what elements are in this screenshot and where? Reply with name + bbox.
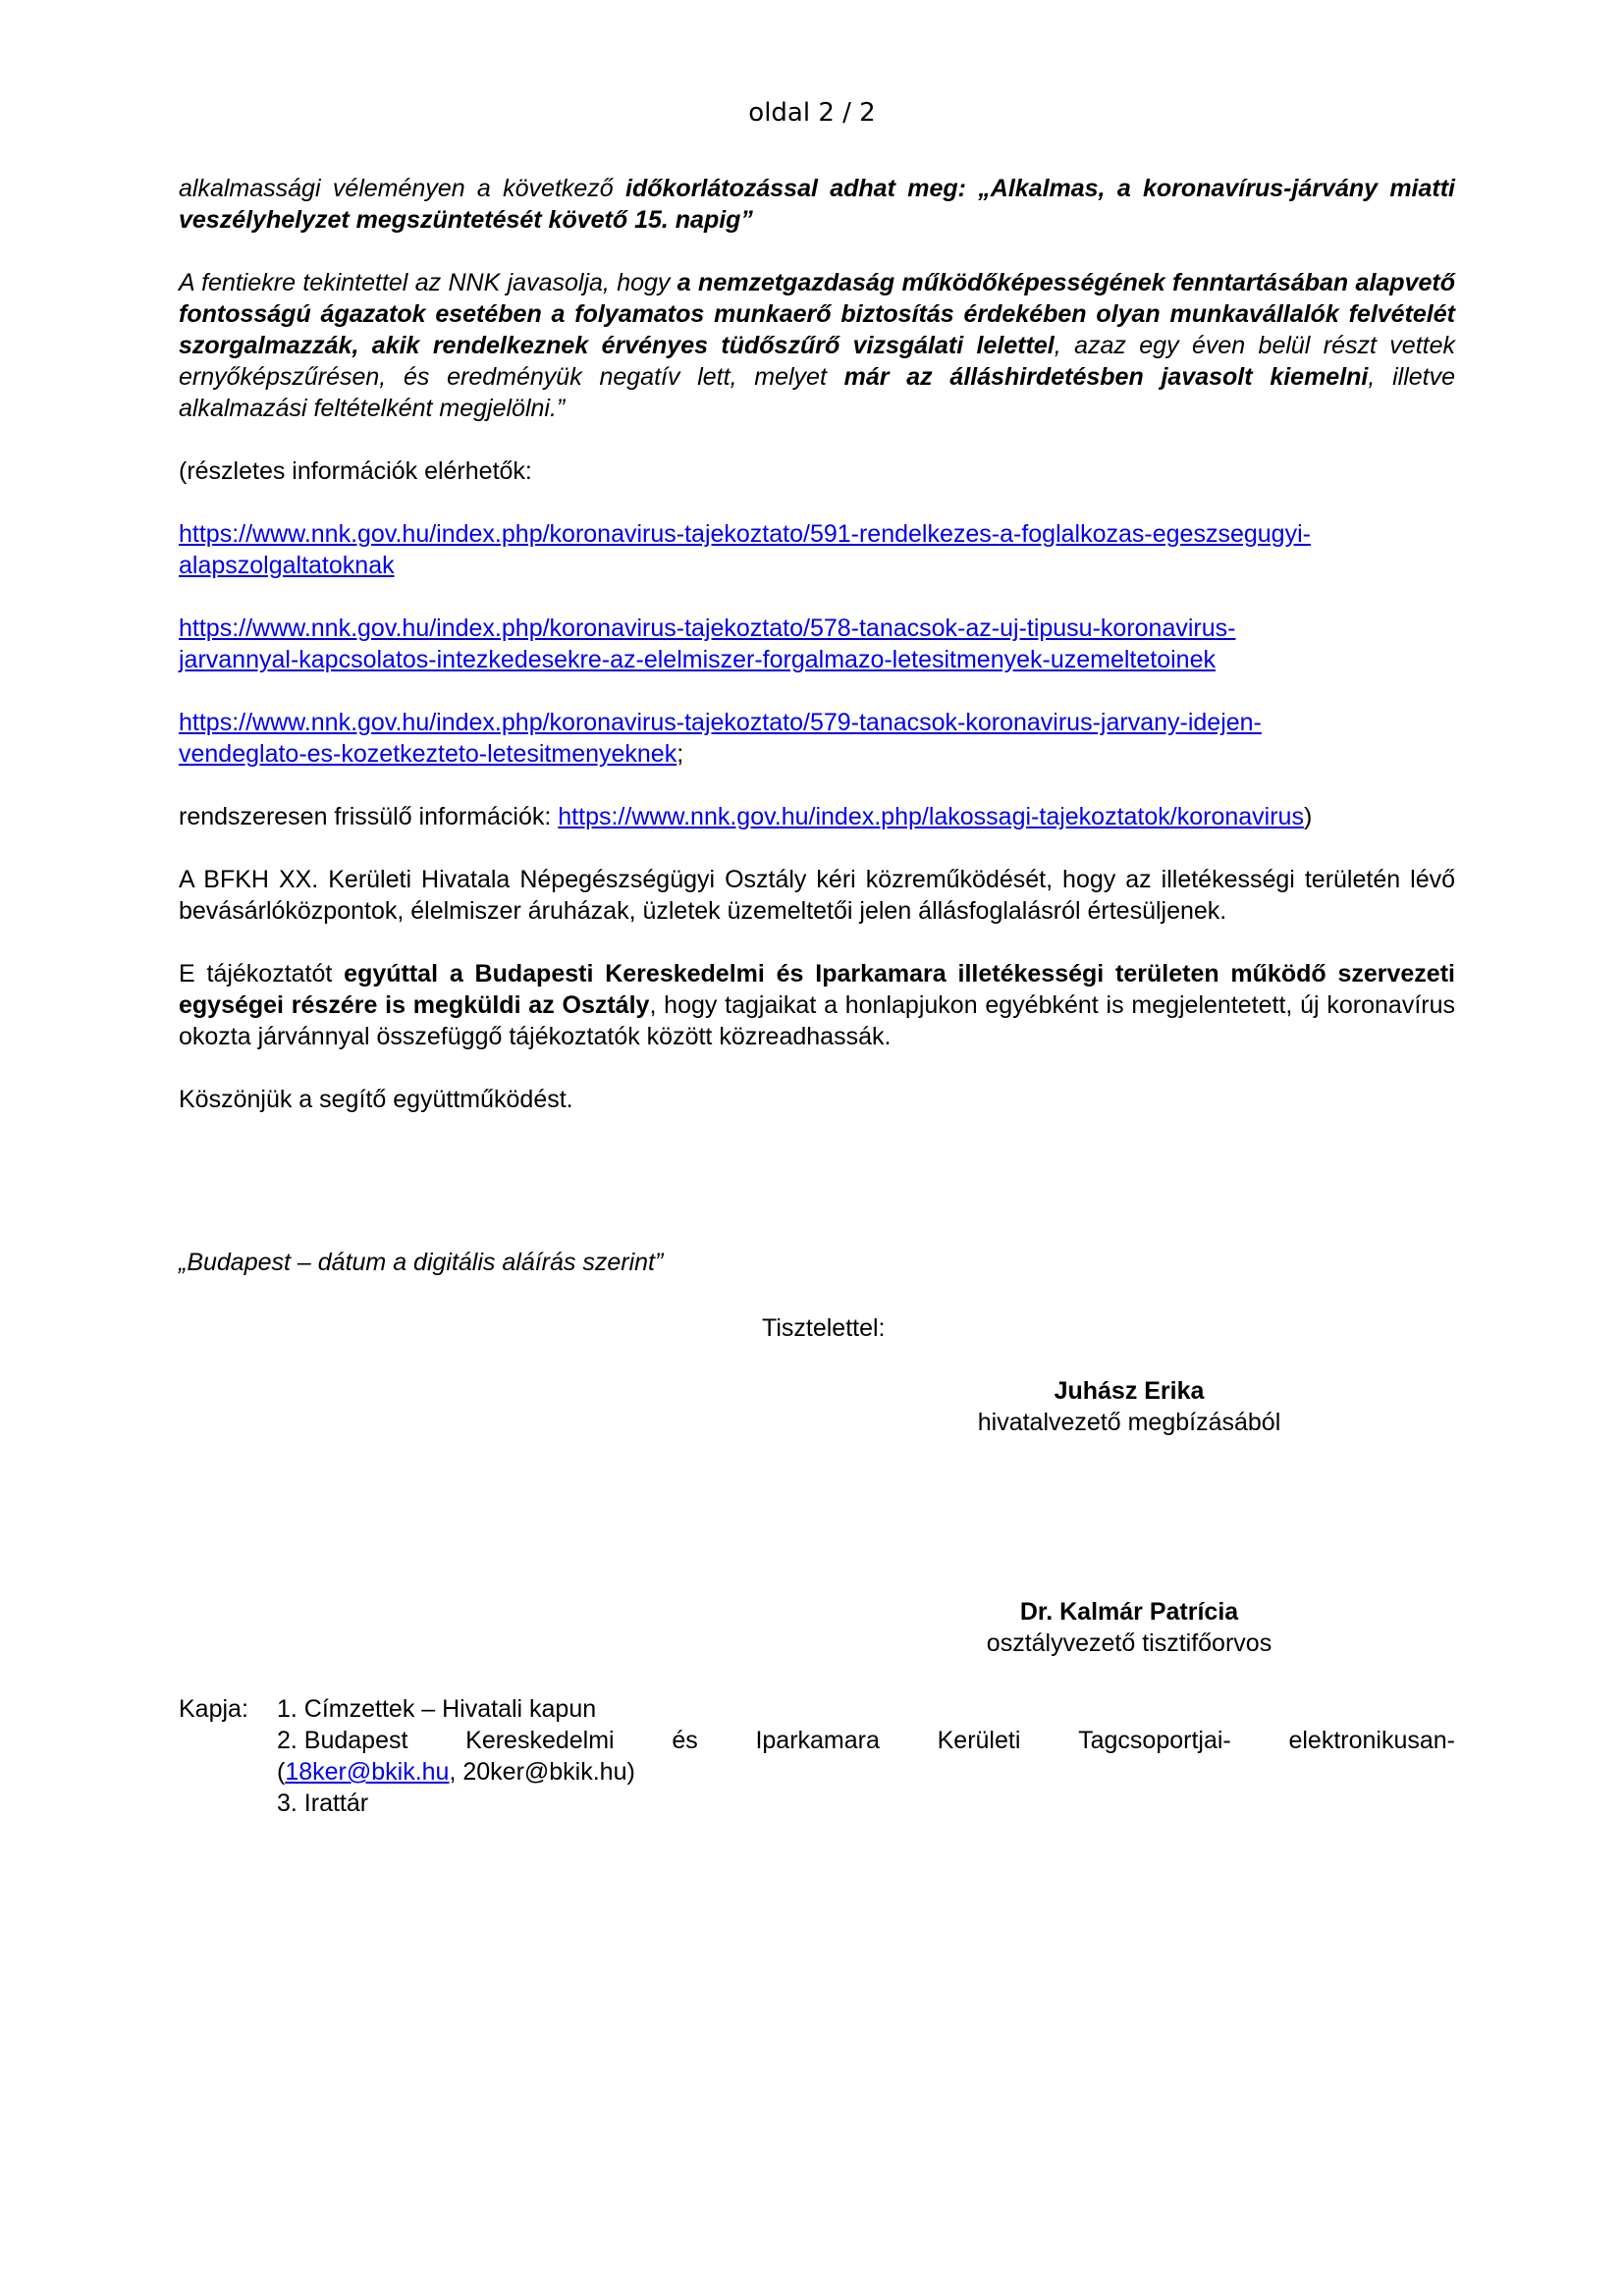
updates-link[interactable]: https://www.nnk.gov.hu/index.php/lakossagi-tajekoztatok/koronavirus bbox=[558, 803, 1304, 830]
info-intro: (részletes információk elérhetők: bbox=[179, 457, 532, 485]
p1-text: alkalmassági véleményen a következő bbox=[179, 175, 626, 202]
p2-bold-b: a nemzetgazdaság működőképességének fenntartásában alapvető fontosságú ágazatok esetében a folyamatos munkaerő biztosítás érdekében olyan munkavállalók felvételét szorgalmazzák, akik rendelkeznek érvényes tüdőszűrő vizsgálati lelettel bbox=[179, 269, 1455, 359]
recipient-item-2-word: Tagcsoportjai- bbox=[1078, 1727, 1231, 1754]
email-link-18ker[interactable]: 18ker@bkik.hu bbox=[285, 1758, 450, 1786]
signature-block-2 bbox=[884, 1596, 1375, 1659]
recipient-item-3: 3. Irattár bbox=[277, 1789, 369, 1817]
p4-text-a: E tájékoztatót bbox=[179, 960, 345, 988]
paragraph-chamber-notice bbox=[179, 958, 1455, 1052]
recipient-item-2-word: Kereskedelmi bbox=[465, 1727, 615, 1754]
p4-bold-b: egyúttal a Budapesti Kereskedelmi és Iparkamara illetékességi területen működő szervezeti egységei részére is megküldi az Osztály bbox=[179, 960, 1455, 1019]
thanks-line: Köszönjük a segítő együttműködést. bbox=[179, 1086, 573, 1113]
paragraph-nnk-recommendation bbox=[179, 267, 1455, 424]
link-578-line1[interactable]: https://www.nnk.gov.hu/index.php/koronavirus-tajekoztato/578-tanacsok-az-uj-tipusu-koronavirus- bbox=[179, 614, 1236, 642]
recipients-block bbox=[179, 1693, 1455, 1819]
link-579-line2[interactable]: vendeglato-es-kozetkezteto-letesitmenyeknek bbox=[179, 740, 677, 768]
p1-bold: időkorlátozással adhat meg: „Alkalmas, a koronavírus-járvány miatti veszélyhelyzet megszüntetését követő 15. napig” bbox=[179, 175, 1456, 234]
recipient-item-2-rest: , 20ker@bkik.hu) bbox=[449, 1758, 635, 1786]
signer1-title: hivatalvezető megbízásából bbox=[977, 1409, 1281, 1436]
p2-bold-d: már az álláshirdetésben javasolt kiemelni bbox=[843, 363, 1369, 391]
signer2-name: Dr. Kalmár Patrícia bbox=[1019, 1598, 1239, 1626]
p4-text-c: , hogy tagjaikat a honlapjukon egyébként is megjelentetett, új koronavírus okozta járvánnyal összefüggő tájékoztatók között közreadhassák. bbox=[179, 991, 1456, 1050]
signer1-name: Juhász Erika bbox=[1054, 1377, 1205, 1405]
link-591-line2[interactable]: alapszolgaltatoknak bbox=[179, 552, 395, 579]
p2-text-e: , illetve alkalmazási feltételként megjelölni.” bbox=[179, 363, 1456, 422]
link-block-2 bbox=[179, 613, 1455, 675]
updates-label: rendszeresen frissülő információk: bbox=[179, 803, 559, 830]
closing-salutation: Tisztelettel: bbox=[762, 1314, 886, 1342]
link-579-suffix: ; bbox=[677, 740, 684, 768]
recipient-item-2-word: és bbox=[672, 1727, 698, 1754]
recipients-label: Kapja: bbox=[179, 1695, 248, 1723]
recipient-item-2-word: 2. Budapest bbox=[277, 1727, 408, 1754]
paragraph-bfkh-request: A BFKH XX. Kerületi Hivatala Népegészségügyi Osztály kéri közreműködését, hogy az illetékességi területén lévő bevásárlóközpontok, élelmiszer áruházak, üzletek üzemeltetői jelen állásfoglalásról értesüljenek. bbox=[179, 866, 1455, 925]
link-block-3 bbox=[179, 707, 1455, 770]
recipient-item-2-open: ( bbox=[277, 1758, 286, 1786]
signer2-title: osztályvezető tisztifőorvos bbox=[986, 1629, 1272, 1657]
recipient-item-2-line1 bbox=[277, 1725, 1455, 1756]
recipient-item-2-word: Kerületi bbox=[937, 1727, 1021, 1754]
link-579-line1[interactable]: https://www.nnk.gov.hu/index.php/koronavirus-tajekoztato/579-tanacsok-koronavirus-jarvany-idejen- bbox=[179, 709, 1262, 736]
recipient-item-2-word: elektronikusan- bbox=[1288, 1727, 1455, 1754]
recipient-item-1: 1. Címzettek – Hivatali kapun bbox=[277, 1695, 597, 1723]
updates-suffix: ) bbox=[1303, 803, 1313, 830]
paragraph-fitness-opinion bbox=[179, 173, 1455, 236]
page-number: oldal 2 / 2 bbox=[748, 98, 876, 128]
date-line: „Budapest – dátum a digitális aláírás szerint” bbox=[179, 1249, 664, 1276]
p2-text-c: , azaz egy éven belül részt vettek ernyőképszűrésen, és eredményük negatív lett, melyet bbox=[179, 332, 1455, 391]
letter-body bbox=[179, 173, 1455, 1147]
recipients-list bbox=[277, 1693, 1455, 1819]
link-578-line2[interactable]: jarvannyal-kapcsolatos-intezkedesekre-az-elelmiszer-forgalmazo-letesitmenyek-uzemeltetoinek bbox=[179, 646, 1216, 673]
p2-text-a: A fentiekre tekintettel az NNK javasolja, hogy bbox=[179, 269, 677, 296]
updates-line bbox=[179, 801, 1455, 832]
recipient-item-2-line2 bbox=[277, 1756, 1455, 1788]
link-block-1 bbox=[179, 518, 1455, 581]
recipient-item-2-word: Iparkamara bbox=[755, 1727, 880, 1754]
signature-block-1 bbox=[884, 1375, 1375, 1438]
link-591-line1[interactable]: https://www.nnk.gov.hu/index.php/koronavirus-tajekoztato/591-rendelkezes-a-foglalkozas-egeszsegugyi- bbox=[179, 520, 1311, 548]
